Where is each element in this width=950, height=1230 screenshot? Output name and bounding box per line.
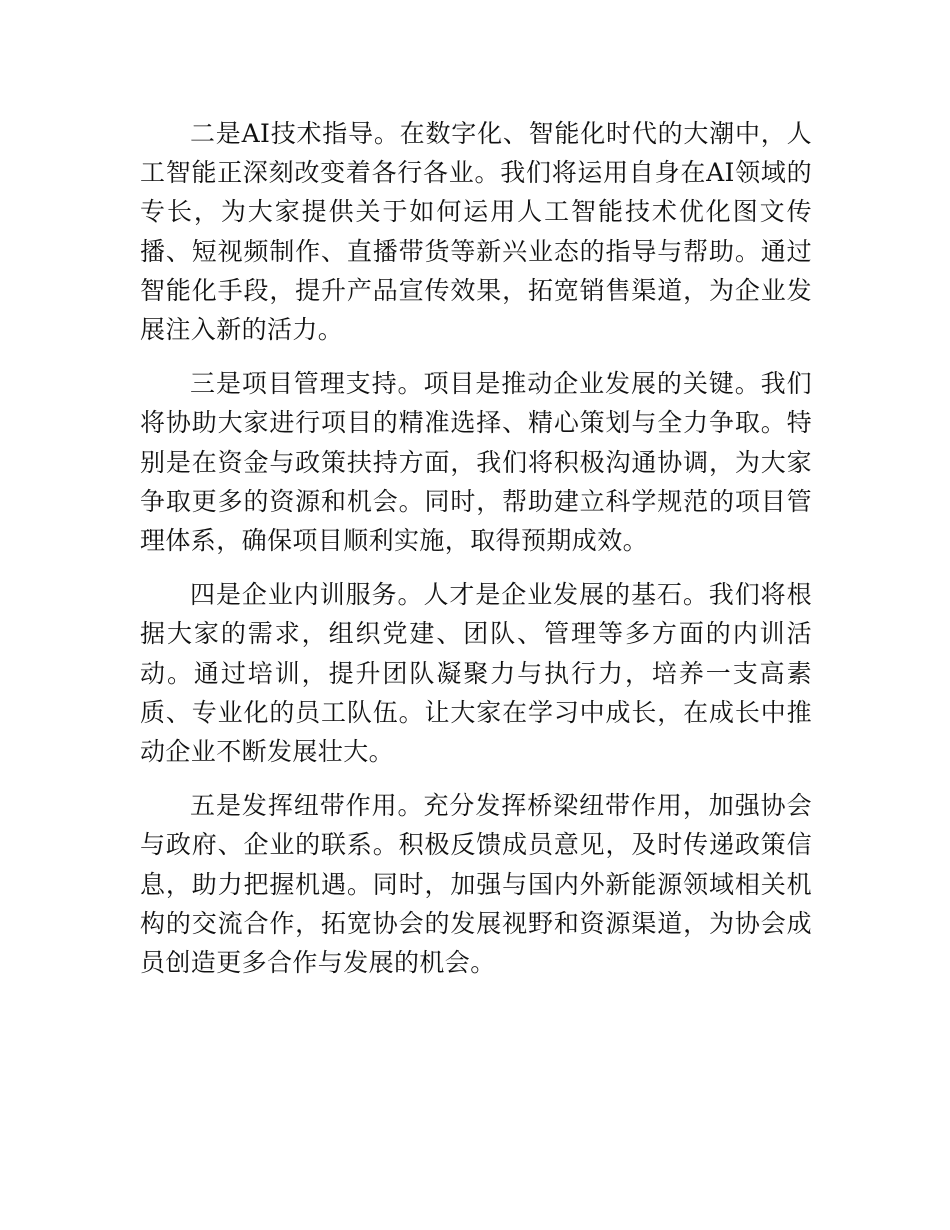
paragraph-liaison-role: 五是发挥纽带作用。充分发挥桥梁纽带作用，加强协会与政府、企业的联系。积极反馈成员意见，及时传递政策信息，助力把握机遇。同时，加强与国内外新能源领域相关机构的交流合作，拓宽协会的发展视野和资源渠道，为协会成员创造更多合作与发展的机会。 xyxy=(140,791,812,978)
document-body xyxy=(140,114,812,997)
paragraph-internal-training: 四是企业内训服务。人才是企业发展的基石。我们将根据大家的需求，组织党建、团队、管理等多方面的内训活动。通过培训，提升团队凝聚力与执行力，培养一支高素质、专业化的员工队伍。让大家在学习中成长，在成长中推动企业不断发展壮大。 xyxy=(140,580,812,767)
paragraph-ai-guidance: 二是AI技术指导。在数字化、智能化时代的大潮中，人工智能正深刻改变着各行各业。我们将运用自身在AI领域的专长，为大家提供关于如何运用人工智能技术优化图文传播、短视频制作、直播带货等新兴业态的指导与帮助。通过智能化手段，提升产品宣传效果，拓宽销售渠道，为企业发展注入新的活力。 xyxy=(140,119,812,345)
paragraph-project-management: 三是项目管理支持。项目是推动企业发展的关键。我们将协助大家进行项目的精准选择、精心策划与全力争取。特别是在资金与政策扶持方面，我们将积极沟通协调，为大家争取更多的资源和机会。同时，帮助建立科学规范的项目管理体系，确保项目顺利实施，取得预期成效。 xyxy=(140,369,812,556)
